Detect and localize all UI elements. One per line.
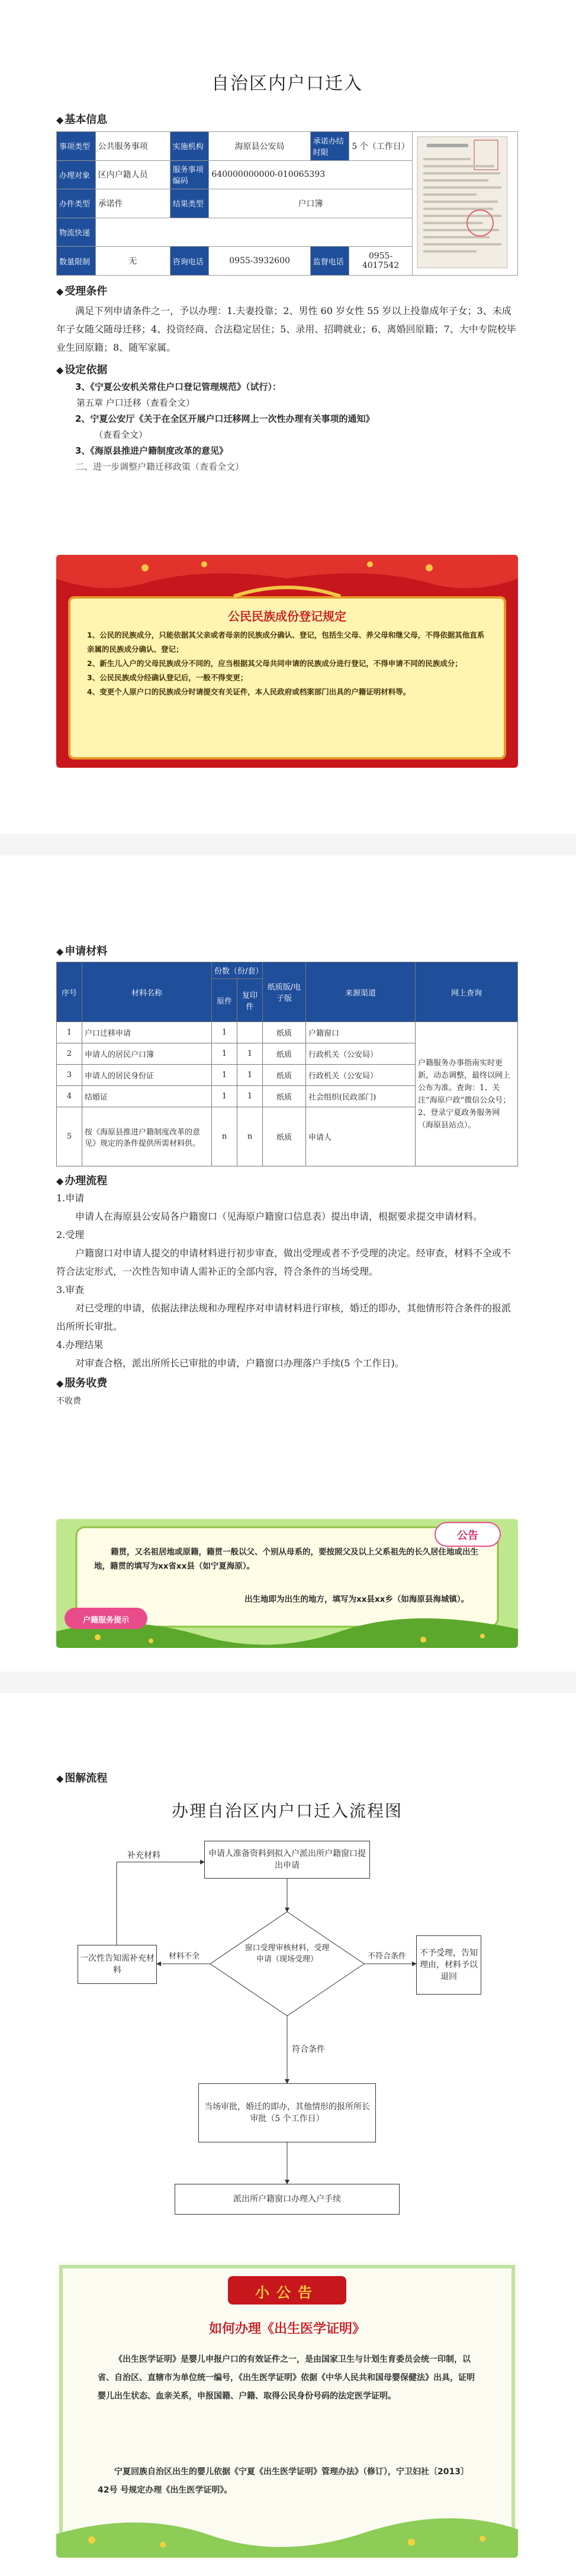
flow-label-qualified: 符合条件: [292, 2045, 325, 2054]
basis-item-3-title: 3、《海原县推进户籍制度改革的意见》: [75, 445, 228, 456]
flowchart-title: 办理自治区内户口迁入流程图: [171, 1801, 403, 1821]
flow-label-supplement: 补充材料: [127, 1851, 160, 1860]
value-cell: 0955-3932600: [209, 247, 310, 276]
poster-body: [87, 628, 487, 699]
cell: n: [237, 1107, 263, 1166]
label-cell: 实施机构: [170, 132, 209, 161]
col-header: 纸质版/电子版: [263, 962, 306, 1022]
label-cell: 办理对象: [57, 160, 96, 189]
col-header: 材料名称: [82, 962, 212, 1022]
poster-body-2: 宁夏回族自治区出生的婴儿依据《宁夏《出生医学证明》管理办法》（修订），宁卫妇社〔2013〕42号 号规定办理《出生医学证明》。: [98, 2467, 469, 2495]
household-register-image: [415, 134, 510, 270]
basis-item-2-title: 2、宁夏公安厅《关于在全区开展户口迁移网上一次性办理有关事项的通知》: [75, 413, 375, 424]
online-query-cell: 户籍服务办事指南实时更新，动态调整，最终以网上公布为准。查询：1、关注“海原户政”微信公众号；2、登录宁夏政务服务网（海原县站点）。: [416, 1022, 518, 1166]
poster-line: 4、变更个人原户口的民族成分时请提交有关证件，本人民政府或档案部门出具的户籍证明材料等。: [87, 687, 411, 696]
basis-item-1-link[interactable]: 第五章 户口迁移（查看全文）: [76, 397, 195, 408]
poster-line: 1、公民的民族成分，只能依据其父亲或者母亲的民族成分确认、登记，包括生父母、养父母和继父母，不得依据其他直系亲属的民族成分确认、登记；: [87, 631, 485, 654]
cell: 行政机关（公安局）: [306, 1065, 416, 1086]
poster-line: 3、公民民族成分经确认登记后，一般不得变更；: [87, 673, 248, 682]
cell: 按《海原县推进户籍制度改革的意见》规定的条件提供所需材料供。: [82, 1107, 212, 1166]
page-3: [0, 1693, 576, 2576]
label-cell: 服务事项编码: [170, 160, 209, 189]
page-title: 自治区内户口迁入: [211, 73, 363, 94]
section-conditions: ◆ 受理条件: [56, 285, 108, 298]
poster-badge: 小公告: [255, 2284, 319, 2301]
process-step-text: 申请人在海原县公安局各户籍窗口（见海原户籍窗口信息表）提出申请，根据要求提交申请材料。: [75, 1211, 483, 1222]
tips-line-1: 籍贯，又名祖居地或原籍，籍贯一般以父、个别从母系的，要按照父及以上父系祖先的长久居住地或出生地，籍贯的填写为xx省xx县（如宁夏海原）。: [94, 1547, 478, 1571]
materials-table: [56, 962, 518, 1166]
page-2-content: [56, 943, 518, 1407]
table-header-row: [57, 962, 518, 979]
cell: 纸质: [263, 1086, 306, 1107]
notice-badge: 公告: [457, 1530, 478, 1542]
cell: 1: [212, 1022, 237, 1043]
value-cell: 公共服务事项: [95, 132, 170, 161]
cell: 1: [57, 1022, 82, 1043]
cell: n: [212, 1107, 237, 1166]
section-basis: ◆ 设定依据: [56, 364, 108, 376]
tips-badge: 户籍服务提示: [82, 1616, 129, 1625]
flow-step-reject: 不予受理，告知理由，材料予以退回: [416, 1935, 481, 1995]
col-header: 原件: [212, 979, 237, 1022]
label-cell: 结果类型: [170, 189, 209, 218]
household-tips-poster: [56, 1519, 518, 1648]
poster-decoration: [56, 2262, 518, 2558]
cell: 1: [237, 1043, 263, 1065]
basis-item-1-title: 3、《宁夏公安机关常住户口登记管理规范》（试行）：: [75, 382, 281, 392]
cell: 3: [57, 1065, 82, 1086]
flow-label-unqualified: 不符合条件: [368, 1952, 407, 1961]
page-1: [0, 0, 576, 834]
value-cell: 海原县公安局: [209, 132, 310, 161]
cell: 纸质: [263, 1107, 306, 1166]
label-cell: 监督电话: [310, 247, 349, 276]
basis-item-2-link[interactable]: （查看全文）: [94, 429, 148, 440]
cell: 1: [212, 1043, 237, 1065]
col-header: 份数（份/套）: [212, 962, 263, 979]
value-cell: 承诺件: [95, 189, 170, 218]
process-step-heading: 3.审查: [56, 1284, 85, 1295]
birth-certificate-poster: [56, 2262, 518, 2558]
cell: 5: [57, 1107, 82, 1166]
cell: 1: [212, 1065, 237, 1086]
cell: 行政机关（公安局）: [306, 1043, 416, 1065]
flow-step-approve: 当场审批，婚迁的即办，其他情形的报所所长审批（5 个工作日）: [198, 2083, 376, 2142]
flow-step-review: 窗口受理审核材料，受理申请（现场受理）: [244, 1944, 330, 1964]
flow-step-finish: 派出所户籍窗口办理入户手续: [175, 2184, 400, 2215]
col-header: 来源渠道: [306, 962, 416, 1022]
cell: 纸质: [263, 1065, 306, 1086]
cell: 申请人的居民身份证: [82, 1065, 212, 1086]
poster-title: 如何办理《出生医学证明》: [208, 2322, 365, 2336]
poster-title: 公民民族成份登记规定: [228, 609, 346, 623]
process-step-text: 户籍窗口对申请人提交的申请材料进行初步审查，做出受理或者不予受理的决定。经审查，材料不全或不符合法定形式，一次性告知申请人需补正的全部内容，符合条件的当场受理。: [56, 1247, 511, 1277]
cell: 申请人: [306, 1107, 416, 1166]
value-cell: [95, 218, 412, 247]
page-3-content: [56, 1770, 518, 1822]
label-cell: 咨询电话: [170, 247, 209, 276]
cell: 纸质: [263, 1022, 306, 1043]
basis-list: [56, 379, 518, 475]
process-steps: [56, 1189, 518, 1372]
section-process: ◆ 办理流程: [56, 1175, 108, 1187]
certificate-cell: [412, 132, 517, 276]
cell: 申请人的居民户口簿: [82, 1043, 212, 1065]
page-2: [0, 855, 576, 1672]
section-basic-info: ◆ 基本信息: [56, 114, 108, 126]
value-cell: 无: [95, 247, 170, 276]
flow-step-apply: 申请人准备资料到拟入户派出所户籍窗口提出申请: [204, 1841, 370, 1879]
basic-info-block: [56, 131, 518, 276]
tips-line-2: 出生地即为出生的地方，填写为xx县xx乡（如海原县海城镇）。: [244, 1595, 469, 1604]
flow-step-notify: 一次性告知需补充材料: [78, 1945, 157, 1984]
col-header: 复印件: [237, 979, 263, 1022]
page-1-content: [56, 69, 518, 475]
col-header: 网上查询: [416, 962, 518, 1022]
process-step-heading: 1.申请: [56, 1192, 85, 1204]
value-cell: 区内户籍人员: [95, 160, 170, 189]
section-materials: ◆ 申请材料: [56, 945, 108, 958]
value-cell: 0955-4017542: [349, 247, 412, 276]
flowchart: [56, 1829, 518, 2255]
table-row: [57, 132, 518, 161]
process-step-text: 对已受理的申请，依据法律法规和办理程序对申请材料进行审核，婚迁的即办，其他情形符合条件的报派出所所长审批。: [56, 1302, 511, 1332]
cell: 4: [57, 1086, 82, 1107]
cell: [237, 1022, 263, 1043]
label-cell: 物流快递: [57, 218, 96, 247]
table-row: [57, 1022, 518, 1043]
cell: 2: [57, 1043, 82, 1065]
cell: 1: [212, 1086, 237, 1107]
value-cell: 5 个（工作日）: [349, 132, 412, 161]
cell: 纸质: [263, 1043, 306, 1065]
cell: 社会组织(民政部门): [306, 1086, 416, 1107]
process-step-heading: 2.受理: [56, 1229, 85, 1240]
process-step-heading: 4.办理结果: [56, 1339, 104, 1350]
label-cell: 事项类型: [57, 132, 96, 161]
flow-label-incomplete: 材料不全: [169, 1952, 200, 1961]
label-cell: 数量限制: [57, 247, 96, 276]
section-flowchart: ◆ 图解流程: [56, 1772, 108, 1785]
col-header: 序号: [57, 962, 82, 1022]
value-cell: 640000000000-010065393: [209, 160, 412, 189]
label-cell: 承诺办结时限: [310, 132, 349, 161]
process-step-text: 对审查合格，派出所所长已审批的申请，户籍窗口办理落户手续(5 个工作日)。: [75, 1358, 404, 1369]
cell: 1: [237, 1065, 263, 1086]
cell: 1: [237, 1086, 263, 1107]
poster-line: 2、新生儿入户的父母民族成分不同的，应当根据其父母共同申请的民族成分进行登记，不得申请不同的民族成分；: [87, 659, 462, 668]
cell: 户口迁移申请: [82, 1022, 212, 1043]
fees-text: 不收费: [56, 1397, 81, 1406]
poster-body-1: 《出生医学证明》是婴儿申报户口的有效证件之一，是由国家卫生与计划生育委员会统一印制，以省、自治区、直辖市为单位统一编号，《出生医学证明》依据《中华人民共和国母婴保健法》出具，证明婴儿出生状态、血亲关系，申报国籍、户籍、取得公民身份号码的法定医学证明。: [98, 2355, 475, 2401]
ethnicity-registration-poster: [56, 555, 518, 768]
cell: 户籍窗口: [306, 1022, 416, 1043]
label-cell: 办件类型: [57, 189, 96, 218]
basic-info-table: [56, 131, 518, 276]
section-fees: ◆ 服务收费: [56, 1377, 108, 1389]
cell: 结婚证: [82, 1086, 212, 1107]
basis-item-3-link[interactable]: 二、进一步调整户籍迁移政策（查看全文）: [75, 461, 244, 472]
value-cell: 户口簿: [209, 189, 412, 218]
conditions-text: 满足下列申请条件之一，予以办理：1.夫妻投靠；2、男性 60 岁女性 55 岁以上投靠成年子女；3、未成年子女随父随母迁移；4、投资经商、合法稳定居住；5、录用、招聘就业；6、离婚回原籍；7、大中专院校毕业生回原籍；8、随军家属。: [56, 305, 516, 353]
